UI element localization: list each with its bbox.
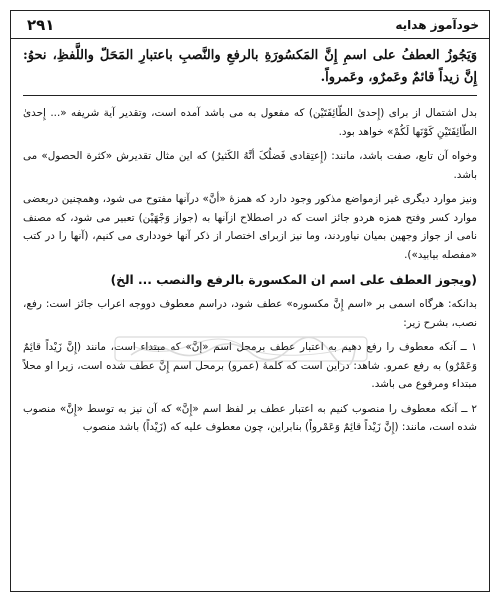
paragraph-2: وخواه آن تابع، صفت باشد، مانند: (إِعتِقادی فَضلُکَ أنَّهُ الکَثیرُ) که این مثال تقدیرش «کثرة الحصول» می باشد.	[23, 150, 477, 181]
page-header	[11, 11, 489, 39]
document-page	[10, 10, 490, 592]
page-number: ۲۹۱	[27, 15, 55, 34]
explanation-intro: بدانکه: هرگاه اسمی بر «اسم إِنَّ مکسوره» عطف شود، دراسم معطوف دووجه اعراب جائز است: رفع، نصب، بشرح زیر:	[23, 298, 477, 329]
explanation-case-1: ۱ ــ آنکه معطوف را رفع دهیم به اعتبار عطف برمحل اسم «إنَّ» که مبتداء است، مانند (إِنَّ زَیْداً قائِمٌ وَعَمْرٌو) به رفع عمرو. شاهد: دراین است که کلمهٔ (عمرو) برمحل اسم إِنَّ عطف شده است، زیرا او محلاً مبتداء ومرفوع می باشد.	[23, 341, 477, 390]
explanation-case-2: ۲ ــ آنکه معطوف را منصوب کنیم به اعتبار عطف بر لفظ اسم «إِنَّ» که آن نیز به توسط «إِنَّ» منصوب شده است، مانند: (إِنَّ زَیْداً قائِمٌ وَعَمْرواً) بنابراین، چون معطوف علیه که (زَیْداً) باشد منصوب	[23, 402, 477, 433]
paragraph-3: ونیز موارد دیگری غیر ازمواضع مذکور وجود دارد که همزهٔ «أنَّ» درآنها مفتوح می شود، وهمچنین دربعضی موارد کسر وفتح همزه هردو جائز است که در اصطلاح ازآنها به (جواز وَجْهَیْن) تعبیر می شود، که مصنف نامی از جواز وجهین بمیان نیاوردند، وما نیز ازبرای اختصار از ذکر آنها خودداری می کنیم، (آنها را در کتب «مفصله بیابید»).	[23, 193, 477, 261]
paragraph-1: بدل اشتمال از برای (إِحدیٰ الطّائِفَتَیْن) که مفعول به می باشد آمده است، وتقدیر آیة شریفه «... إِحدیٰ الطّائِفَتَیْنِ کَوْنَها لَکُمْ» خواهد بود.	[23, 107, 477, 138]
divider	[23, 95, 477, 96]
page-content	[23, 45, 477, 585]
section-heading: (ویجوز العطف علی اسم ان المکسورة بالرفع والنصب ... الخ)	[110, 273, 477, 287]
running-title: خودآموز هدایه	[395, 17, 479, 32]
main-text: وَیَجُوزُ العطفُ علی اسمِ إِنَّ المَکسُورَةِ بالرفعِ والنَّصبِ باعتبارِ المَحَلّ واللَّفظِ، نحوُ: إِنَّ زیداً قائمٌ وعَمرٌو، وعَمرواً.	[23, 48, 477, 85]
